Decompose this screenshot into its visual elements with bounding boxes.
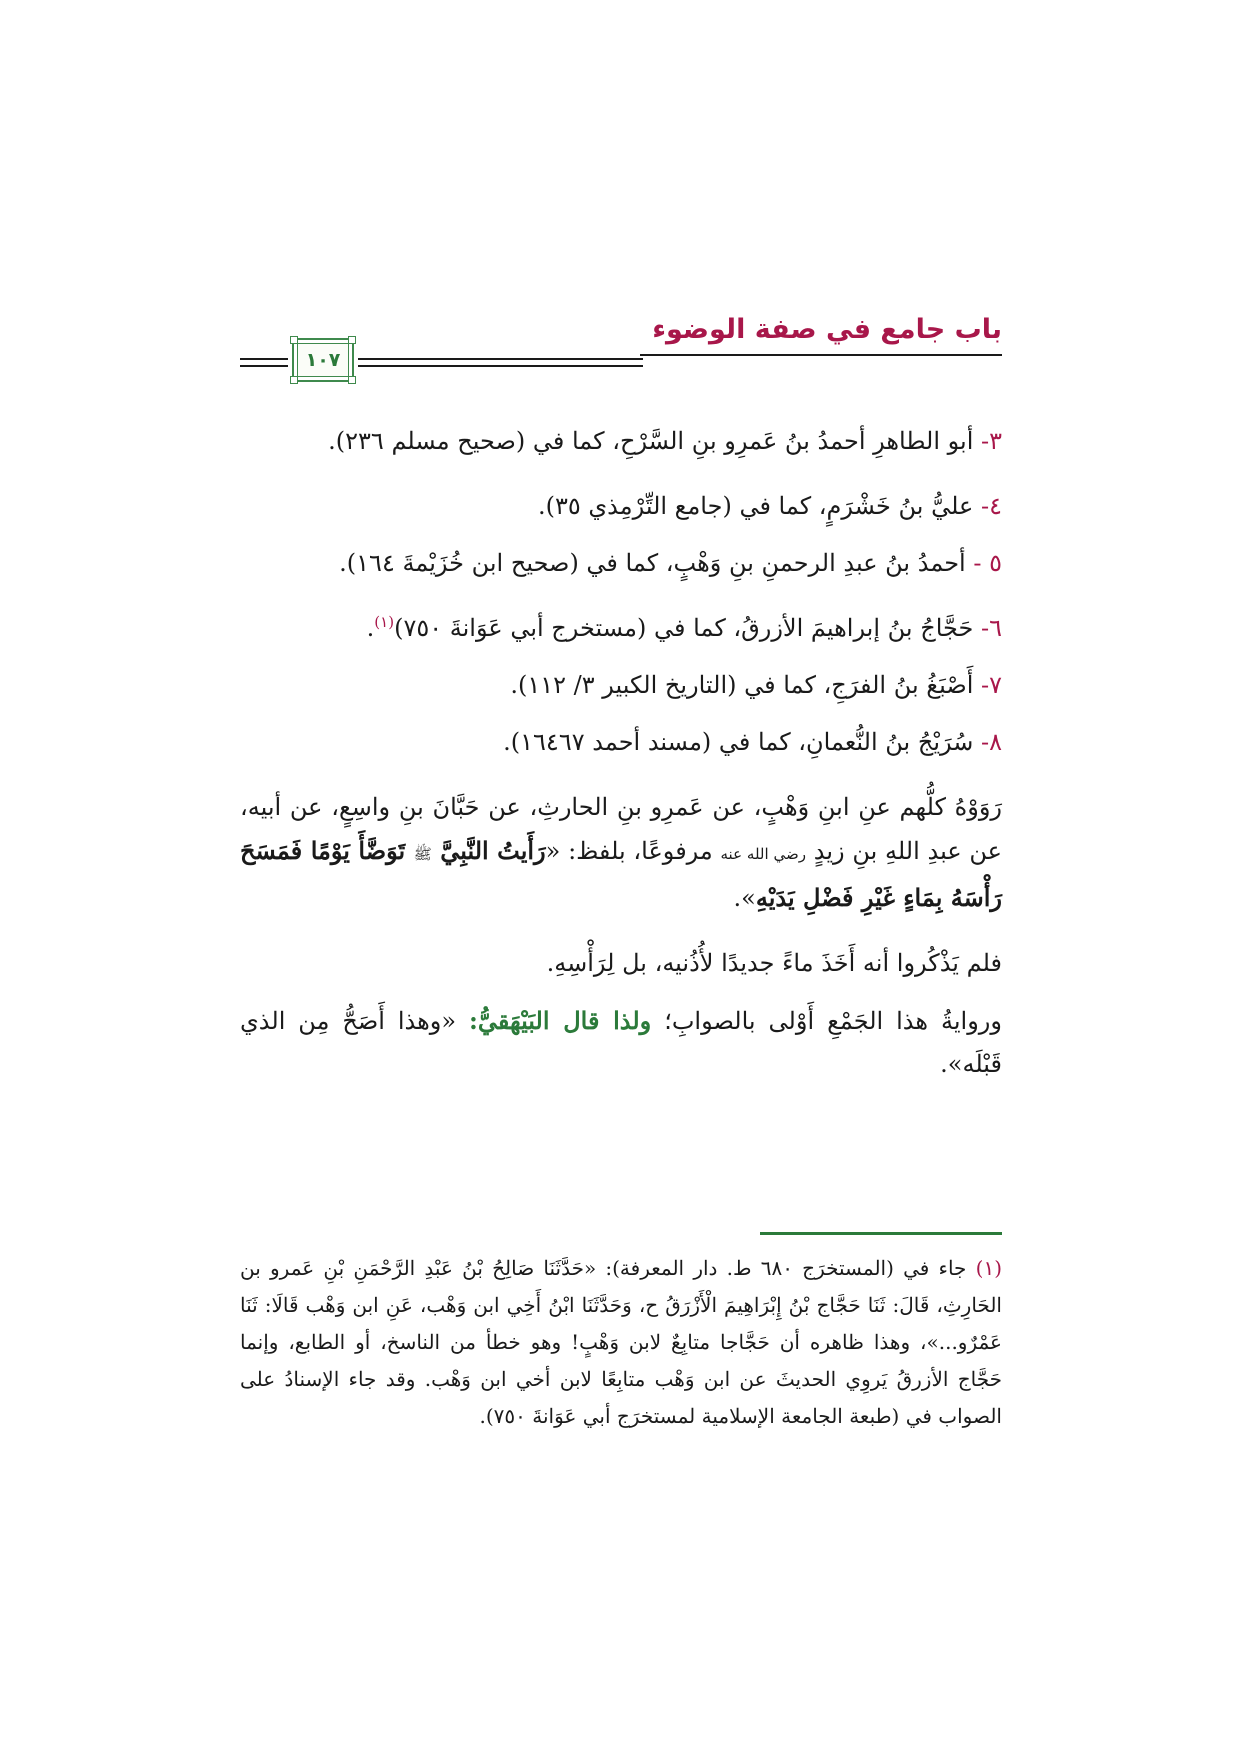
running-title: باب جامع في صفة الوضوء (652, 314, 1002, 345)
paragraph (240, 999, 1002, 1086)
footnote (240, 1250, 1002, 1435)
page-number: ١٠٧ (305, 349, 341, 371)
paragraph-text: رَوَوْهُ كلُّهم عنِ ابنِ وَهْبٍ، عن عَمرِو بنِ الحارثِ، عن حَبَّانَ بنِ واسِعٍ، عن أبيه، عن عبدِ اللهِ بنِ زيدٍ (240, 793, 1002, 865)
footnote-text: جاء في (المستخرَج ٦٨٠ ط. دار المعرفة): «حَدَّثَنَا صَالِحُ بْنُ عَبْدِ الرَّحْمَنِ بْنِ عَمرو بن الحَارِثِ، قَالَ: ثَنَا حَجَّاج بْنُ إِبْرَاهِيمَ الْأَزْرَقُ ح، وَحَدَّثَنَا ابْنُ أَخِي ابن وَهْب، عَنِ ابن وَهْب قَالَا: ثَنَا عَمْرٌو...»، وهذا ظاهره أن حَجَّاجا متابِعٌ لابن وَهْبٍ! وهو خطأ من الناسخ، أو الطابع، وإنما حَجَّاج الأزرقُ يَروِي الحديثَ عن ابن وَهْب متابِعًا لابن أخي ابن وَهْب. وقد جاء الإسنادُ على الصواب في (طبعة الجامعة الإسلامية لمستخرَج أبي عَوَانةَ ٧٥٠). (240, 1256, 1002, 1428)
paragraph-text: مرفوعًا، بلفظ: « (545, 837, 721, 865)
page-number-badge (292, 338, 354, 382)
list-item (240, 607, 1002, 650)
title-underline (640, 354, 1002, 356)
paragraph (240, 786, 1002, 920)
item-text: حَجَّاجُ بنُ إبراهيمَ الأزرقُ، كما في (مستخرج أبي عَوَانةَ ٧٥٠) (394, 614, 981, 642)
item-text: أَصْبَغُ بنُ الفرَجِ، كما في (التاريخ الكبير ٣/ ١١٢). (510, 671, 981, 699)
list-item (240, 542, 1002, 585)
page-number-frame (297, 343, 349, 377)
paragraph-text: «وهذا أَصَحُّ مِن الذي قَبْلَه». (240, 1007, 1002, 1078)
list-item (240, 664, 1002, 707)
header-rule (240, 365, 288, 367)
header-rule (358, 365, 643, 367)
footnote-number: (١) (975, 1256, 1002, 1280)
item-text: أبو الطاهرِ أحمدُ بنُ عَمرِو بنِ السَّرْحِ، كما في (صحيح مسلم ٢٣٦). (328, 427, 981, 455)
paragraph-text: فلم يَذْكُروا أنه أَخَذَ ماءً جديدًا لأُذُنيه، بل لِرَأْسِهِ. (546, 949, 1002, 977)
ornament-corner (290, 376, 298, 384)
page-header (240, 312, 1002, 382)
paragraph-text: وروايةُ هذا الجَمْعِ أَوْلى بالصوابِ؛ (651, 1007, 1002, 1035)
ornament-corner (348, 336, 356, 344)
item-number: ٨- (981, 728, 1002, 756)
item-text: عليُّ بنُ خَشْرَمٍ، كما في (جامع التِّرْمِذي ٣٥). (537, 492, 981, 520)
salawat-glyph: ﷺ (413, 845, 432, 863)
list-item (240, 721, 1002, 764)
footnote-separator (760, 1232, 1002, 1235)
highlighted-phrase: ولذا قال البَيْهَقيُّ: (469, 1006, 652, 1035)
header-rule (240, 358, 288, 360)
list-item (240, 485, 1002, 528)
item-text: أحمدُ بنُ عبدِ الرحمنِ بنِ وَهْبٍ، كما في (صحيح ابن خُزَيْمةَ ١٦٤). (339, 549, 974, 577)
item-text-end: . (366, 614, 375, 642)
item-number: ٣- (981, 427, 1002, 455)
item-text: سُرَيْجُ بنُ النُّعمانِ، كما في (مسند أحمد ١٦٤٦٧). (503, 728, 981, 756)
item-number: ٥ - (973, 549, 1002, 577)
ornament-corner (348, 376, 356, 384)
hadith-text: تَوَضَّأَ يَوْمًا فَمَسَحَ رَأْسَهُ بِمَاءٍ غَيْرِ فَضْلِ يَدَيْهِ (240, 836, 1002, 912)
paragraph-text: ». (733, 884, 756, 912)
footnote-reference[interactable]: (١) (374, 613, 395, 631)
item-number: ٤- (981, 492, 1002, 520)
paragraph (240, 942, 1002, 985)
header-rule (358, 358, 643, 360)
hadith-text: رَأَيتُ النَّبِيَّ (431, 836, 546, 865)
list-item (240, 420, 1002, 463)
item-number: ٧- (981, 671, 1002, 699)
main-text (240, 420, 1002, 1108)
honorific-glyph: رضي الله عنه (720, 845, 806, 863)
item-number: ٦- (981, 614, 1002, 642)
